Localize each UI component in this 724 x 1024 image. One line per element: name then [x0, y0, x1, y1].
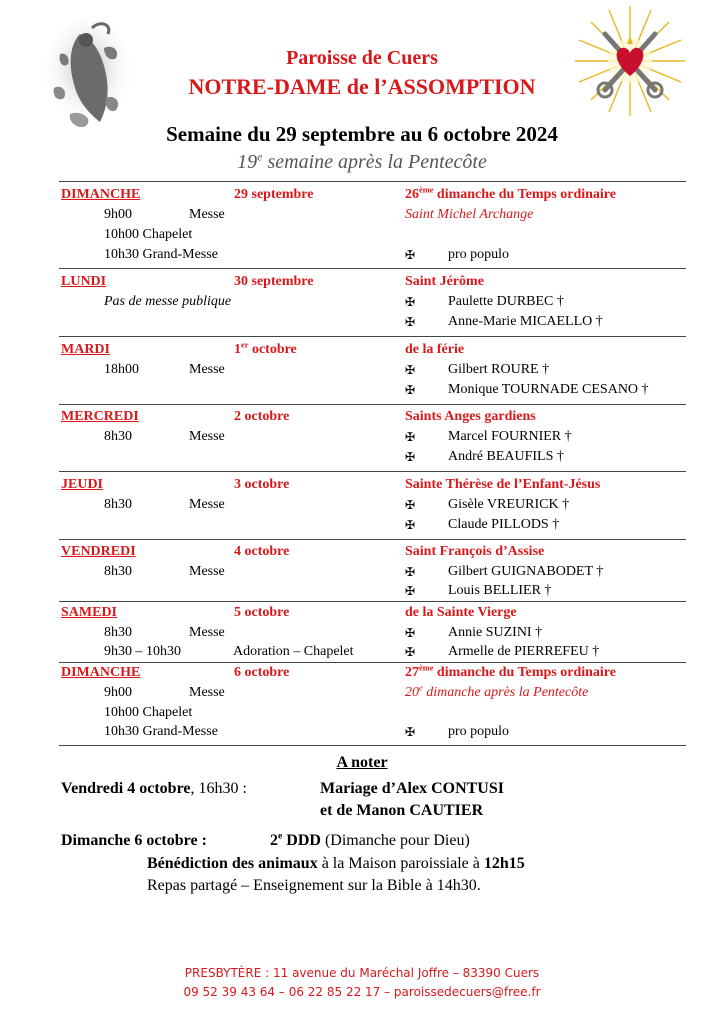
day-feast: de la Sainte Vierge: [405, 605, 517, 620]
note-2-date: Dimanche 6 octobre :: [61, 832, 207, 849]
note-1-detail-1: Mariage d’Alex CONTUSI: [320, 780, 504, 797]
day-feast: 27ème dimanche du Temps ordinaire: [405, 663, 616, 680]
service-time: 8h30: [104, 497, 132, 512]
cross-icon: ✠: [405, 645, 416, 659]
cross-icon: ✠: [405, 383, 416, 397]
service-label: Messe: [189, 685, 225, 700]
day-name: DIMANCHE: [61, 665, 141, 680]
mass-intention: Gisèle VREURICK †: [448, 497, 570, 512]
mass-intention: Gilbert ROURE †: [448, 362, 550, 377]
week-subtitle: 19e semaine après la Pentecôte: [237, 149, 487, 173]
day-feast: de la férie: [405, 342, 465, 357]
notes-title: A noter: [336, 754, 388, 771]
cross-icon: ✠: [405, 518, 416, 532]
table-rule: [59, 181, 686, 182]
note-1-detail-2: et de Manon CAUTIER: [320, 802, 484, 819]
day-feast-secondary: Saint Michel Archange: [405, 207, 534, 222]
day-date: 4 octobre: [234, 544, 290, 559]
day-date: 30 septembre: [234, 274, 314, 289]
mass-intention: Armelle de PIERREFEU †: [448, 644, 600, 659]
day-date: 3 octobre: [234, 477, 290, 492]
service-time: 8h30: [104, 429, 132, 444]
service-label: Messe: [189, 564, 225, 579]
day-name: VENDREDI: [61, 544, 136, 559]
mass-intention: Paulette DURBEC †: [448, 294, 564, 309]
service-label: Messe: [189, 207, 225, 222]
cross-icon: ✠: [405, 565, 416, 579]
mass-intention: Monique TOURNADE CESANO †: [448, 382, 649, 397]
day-name: MERCREDI: [61, 409, 139, 424]
day-feast: 26ème dimanche du Temps ordinaire: [405, 185, 616, 202]
table-rule: [59, 471, 686, 472]
service-label: Messe: [189, 625, 225, 640]
note-2-detail: 2e DDD (Dimanche pour Dieu): [270, 830, 470, 849]
cross-icon: ✠: [405, 430, 416, 444]
mass-intention: pro populo: [448, 247, 510, 262]
service-time: 9h00: [104, 685, 132, 700]
cross-icon: ✠: [405, 315, 416, 329]
service-time: 8h30: [104, 625, 132, 640]
table-rule: [59, 539, 686, 540]
table-rule: [59, 745, 686, 746]
service-time: 10h00 Chapelet: [104, 705, 193, 720]
mass-intention: Gilbert GUIGNABODET †: [448, 564, 604, 579]
day-note: Pas de messe publique: [104, 294, 232, 309]
cross-icon: ✠: [405, 363, 416, 377]
parish-name: Paroisse de Cuers: [286, 47, 438, 69]
cross-icon: ✠: [405, 498, 416, 512]
mass-intention: Marcel FOURNIER †: [448, 429, 572, 444]
cross-icon: ✠: [405, 584, 416, 598]
day-name: MARDI: [61, 342, 110, 357]
note-3: Bénédiction des animaux à la Maison paroissiale à 12h15: [147, 855, 525, 872]
service-time: 9h00: [104, 207, 132, 222]
service-time: 10h30 Grand-Messe: [104, 724, 218, 739]
mass-intention: Claude PILLODS †: [448, 517, 560, 532]
cross-icon: ✠: [405, 295, 416, 309]
service-time: 8h30: [104, 564, 132, 579]
day-feast: Saints Anges gardiens: [405, 409, 536, 424]
footer-contact: 09 52 39 43 64 – 06 22 85 22 17 – paroissedecuers@free.fr: [183, 985, 541, 999]
table-rule: [59, 404, 686, 405]
service-time: 9h30 – 10h30: [104, 644, 181, 659]
service-label: Messe: [189, 429, 225, 444]
mass-intention: Annie SUZINI †: [448, 625, 543, 640]
footer-address: PRESBYTÈRE : 11 avenue du Maréchal Joffre – 83390 Cuers: [184, 966, 540, 980]
note-4: Repas partagé – Enseignement sur la Bible à 14h30.: [147, 877, 481, 894]
service-time: 18h00: [104, 362, 139, 377]
service-label: Messe: [189, 497, 225, 512]
church-name: NOTRE-DAME de l’ASSOMPTION: [188, 74, 536, 99]
day-date: 29 septembre: [234, 187, 314, 202]
cross-icon: ✠: [405, 725, 416, 739]
service-label: Messe: [189, 362, 225, 377]
note-1-date: Vendredi 4 octobre, 16h30 :: [61, 780, 247, 797]
mass-intention: André BEAUFILS †: [448, 449, 564, 464]
table-rule: [59, 268, 686, 269]
day-name: DIMANCHE: [61, 187, 141, 202]
day-feast: Saint Jérôme: [405, 274, 484, 289]
day-date: 5 octobre: [234, 605, 290, 620]
service-time: 10h30 Grand-Messe: [104, 247, 218, 262]
mass-intention: Louis BELLIER †: [448, 583, 552, 598]
day-feast: Sainte Thérèse de l’Enfant-Jésus: [405, 477, 601, 492]
day-date: 6 octobre: [234, 665, 290, 680]
service-label: Adoration – Chapelet: [233, 644, 354, 659]
day-date: 1er octobre: [234, 340, 297, 357]
cross-icon: ✠: [405, 450, 416, 464]
day-name: LUNDI: [61, 274, 107, 289]
day-date: 2 octobre: [234, 409, 290, 424]
day-feast: Saint François d’Assise: [405, 544, 545, 559]
day-name: JEUDI: [61, 477, 104, 492]
day-feast-secondary: 20e dimanche après la Pentecôte: [405, 683, 589, 700]
day-name: SAMEDI: [61, 605, 118, 620]
table-rule: [59, 336, 686, 337]
mass-intention: pro populo: [448, 724, 510, 739]
cross-icon: ✠: [405, 626, 416, 640]
cross-icon: ✠: [405, 248, 416, 262]
week-title: Semaine du 29 septembre au 6 octobre 2024: [166, 122, 558, 146]
mass-intention: Anne-Marie MICAELLO †: [448, 314, 603, 329]
assumption-engraving-image: [40, 14, 130, 132]
service-time: 10h00 Chapelet: [104, 227, 193, 242]
table-rule: [59, 601, 686, 602]
table-rule: [59, 662, 686, 663]
